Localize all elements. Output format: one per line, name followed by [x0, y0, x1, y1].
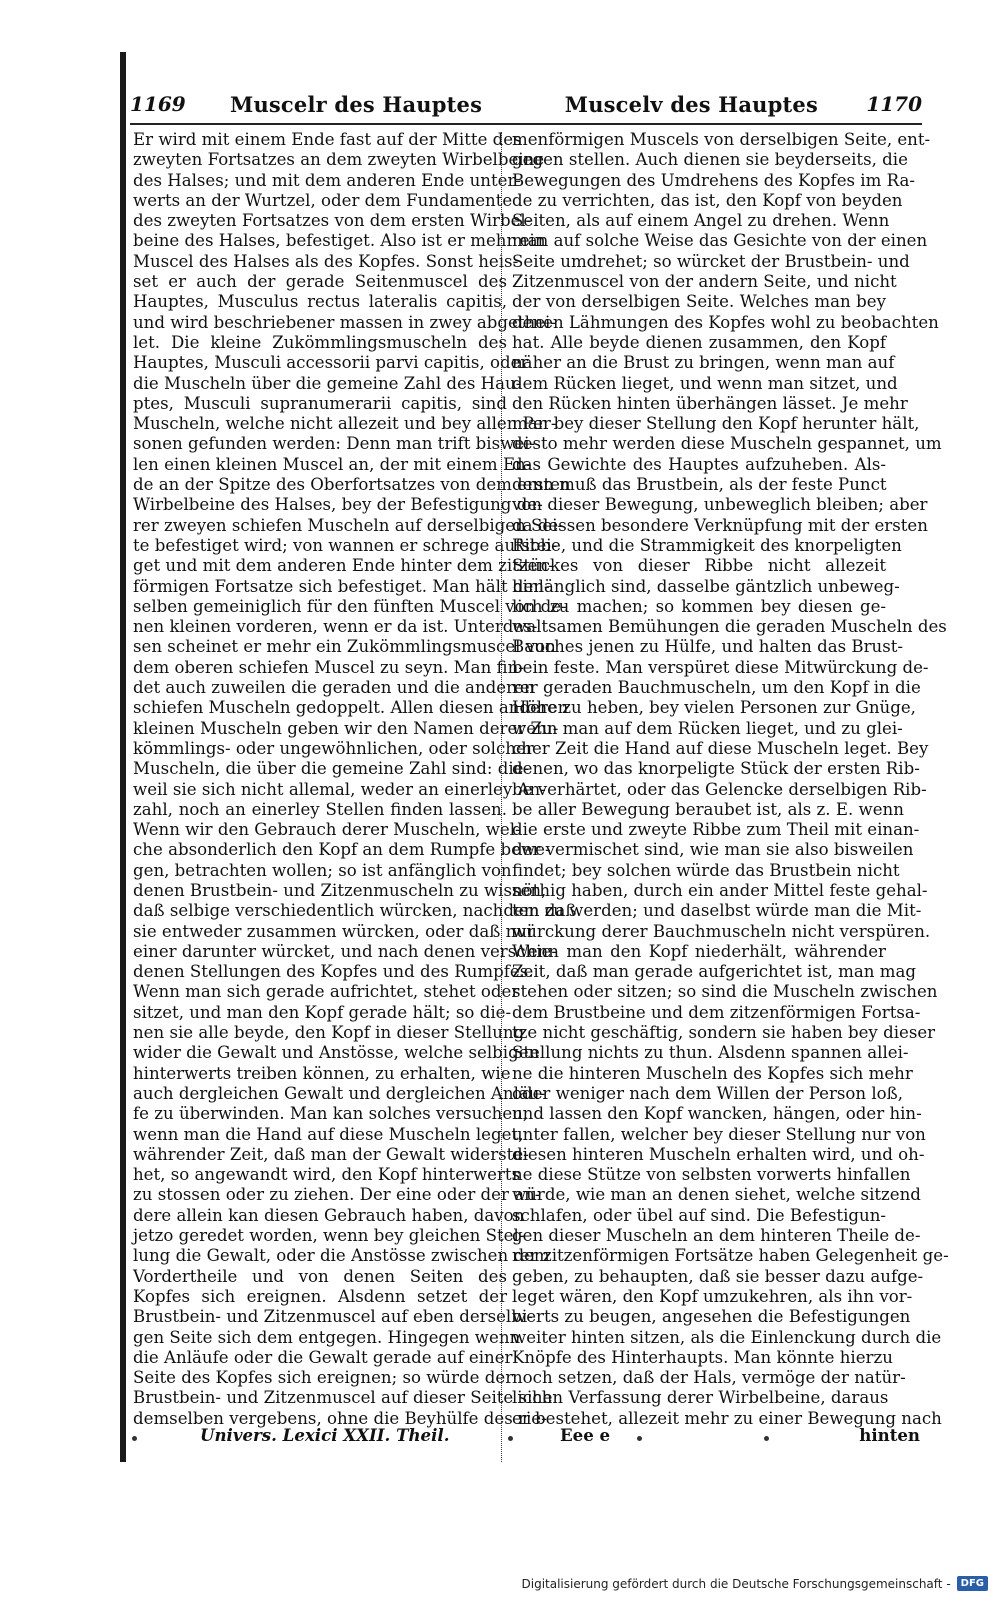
text-line: daß selbige verschiedentlich würcken, nachdem daß [133, 901, 577, 921]
text-line: wenn man auf dem Rücken lieget, und zu glei- [512, 718, 903, 738]
text-line: denen Brustbein- und Zitzenmuscheln zu wissen, [133, 880, 547, 900]
text-line: würckung derer Bauchmuscheln nicht verspüren. [512, 921, 931, 941]
text-line: kömmlings- oder ungewöhnlichen, oder solcher [133, 738, 534, 758]
text-line: be aller Bewegung beraubet ist, als z. E. wenn [512, 799, 904, 819]
text-line: würde, wie man an denen siehet, welche sitzend [512, 1185, 921, 1205]
text-line: gen Seite sich dem entgegen. Hingegen wenn [133, 1327, 521, 1347]
text-line: man auf solche Weise das Gesichte von der einen [512, 231, 928, 251]
text-line: gen, betrachten wollen; so ist anfänglich von [133, 860, 512, 880]
text-line: unter fallen, welcher bey dieser Stellung nur von [512, 1124, 926, 1144]
left-page-number: 1169 [130, 92, 186, 116]
right-running-title: Muscelv des Hauptes [564, 92, 818, 117]
text-line: Ribbe, und die Strammigkeit des knorpeligten [512, 535, 902, 555]
text-line: schlafen, oder übel auf sind. Die Befestigun- [512, 1205, 886, 1225]
text-line: lichen Verfassung derer Wirbelbeine, daraus [512, 1388, 889, 1408]
text-line: findet; bey solchen würde das Brustbein nicht [512, 860, 900, 880]
text-line: weil sie sich nicht allemal, weder an einerley An- [133, 779, 546, 799]
text-line: Bauches jenen zu Hülfe, und halten das Brust- [512, 637, 903, 657]
text-line: nöthig haben, durch ein ander Mittel feste gehal- [512, 880, 928, 900]
text-line: Wirbelbeine des Halses, bey der Befestigung de- [133, 495, 543, 515]
text-line: Stückes von dieser Ribbe nicht allezeit [512, 556, 886, 576]
text-line: de zu verrichten, das ist, den Kopf von beyden [512, 190, 903, 210]
text-line: dem oberen schiefen Muscel zu seyn. Man fin- [133, 657, 524, 677]
text-line: der vermischet sind, wie man sie also bisweilen [512, 840, 914, 860]
text-line: werts zu beugen, angesehen die Befestigungen [512, 1307, 911, 1327]
text-line: den Rücken hinten überhängen lässet. Je mehr [512, 393, 908, 413]
text-line: denen Lähmungen des Kopfes wohl zu beobachten [512, 312, 939, 332]
text-line: det auch zuweilen die geraden und die anderen [133, 678, 535, 698]
text-line: währender Zeit, daß man der Gewalt widerste- [133, 1144, 529, 1164]
text-line: hat. Alle beyde dienen zusammen, den Kopf [512, 332, 886, 352]
text-line: weiter hinten sitzen, als die Einlenckung durch die [512, 1327, 942, 1347]
text-line: Bewegungen des Umdrehens des Kopfes im Ra- [512, 170, 915, 190]
page-header [130, 92, 922, 126]
text-line: denen, wo das knorpeligte Stück der ersten Rib- [512, 759, 920, 779]
text-line: selben gemeiniglich für den fünften Muscel von de- [133, 596, 567, 616]
text-line: set er auch der gerade Seitenmuscel des [133, 272, 507, 292]
text-line: fe zu überwinden. Man kan solches versuchen, [133, 1104, 529, 1124]
text-line: Wenn man den Kopf niederhält, währender [512, 941, 886, 961]
text-line: ten zu werden; und daselbst würde man die Mit- [512, 901, 922, 921]
right-text-column [512, 130, 949, 1429]
text-line: tze nicht geschäftig, sondern sie haben bey dieser [512, 1023, 936, 1043]
ink-dot [637, 1436, 642, 1441]
text-line: schiefen Muscheln gedoppelt. Allen diesen anderen [133, 698, 569, 718]
text-line: stehen oder sitzen; so sind die Muscheln zwischen [512, 982, 938, 1002]
text-line: de an der Spitze des Oberfortsatzes von dem ersten [133, 475, 571, 495]
right-page-number: 1170 [866, 92, 922, 116]
text-line: be verhärtet, oder das Gelencke derselbigen Rib- [512, 779, 927, 799]
header-rule [130, 123, 922, 125]
text-line: und wird beschriebener massen in zwey abgethei- [133, 312, 556, 332]
text-line: rer zweyen schiefen Muscheln auf derselbigen Sei- [133, 515, 564, 535]
text-line: näher an die Brust zu bringen, wenn man auf [512, 353, 895, 373]
text-line: gegen stellen. Auch dienen sie beyderseits, die [512, 150, 908, 170]
text-line: die Muscheln über die gemeine Zahl des Hau- [133, 373, 522, 393]
text-line: Höhe zu heben, bey vielen Personen zur Gnüge, [512, 698, 916, 718]
text-line: ne diese Stütze von selbsten vorwerts hinfallen [512, 1165, 911, 1185]
text-line: Wenn wir den Gebrauch derer Muscheln, wel- [133, 820, 521, 840]
text-line: Kopfes sich ereignen. Alsdenn setzet der [133, 1286, 507, 1306]
text-line: desto mehr werden diese Muscheln gespannet, um [512, 434, 942, 454]
text-line: Muscheln, die über die gemeine Zahl sind: die- [133, 759, 530, 779]
text-line: gen dieser Muscheln an dem hinteren Theile de- [512, 1226, 921, 1246]
text-line: auch dergleichen Gewalt und dergleichen Anläu- [133, 1083, 546, 1103]
text-line: menförmigen Muscels von derselbigen Seite, ent- [512, 130, 931, 149]
text-line: lich zu machen; so kommen bey diesen ge- [512, 596, 886, 616]
ink-dot [764, 1436, 769, 1441]
text-line: Knöpfe des Hinterhaupts. Man könnte hierzu [512, 1347, 893, 1367]
text-line: Brustbein- und Zitzenmuscel auf dieser Seite sich [133, 1388, 553, 1408]
text-line: die Anläufe oder die Gewalt gerade auf einer [133, 1347, 513, 1367]
text-line: denn muß das Brustbein, als der feste Punct [512, 475, 887, 495]
catchword: hinten [859, 1425, 920, 1445]
text-line: oder weniger nach dem Willen der Person loß, [512, 1083, 904, 1103]
text-line: einer darunter würcket, und nach denen verschie- [133, 941, 557, 961]
text-line: bein feste. Man verspüret diese Mitwürckung de- [512, 657, 929, 677]
dfg-logo: DFG [957, 1576, 988, 1591]
text-line: und lassen den Kopf wancken, hängen, oder hin- [512, 1104, 922, 1124]
text-line: man bey dieser Stellung den Kopf herunter hält, [512, 414, 920, 434]
text-line: jetzo geredet worden, wenn bey gleichen Stel- [133, 1226, 525, 1246]
text-line: Seiten, als auf einem Angel zu drehen. Wenn [512, 211, 890, 231]
text-line: get und mit dem anderen Ende hinter dem zitzen- [133, 556, 554, 576]
text-line: dem Brustbeine und dem zitzenförmigen Fortsa- [512, 1002, 921, 1022]
text-line: er bestehet, allezeit mehr zu einer Bewegung nach [512, 1408, 942, 1428]
text-line: ne die hinteren Muscheln des Kopfes sich mehr [512, 1063, 913, 1083]
left-running-title: Muscelr des Hauptes [230, 92, 483, 117]
text-line: rer geraden Bauchmuscheln, um den Kopf in die [512, 678, 921, 698]
text-line: wenn man die Hand auf diese Muscheln leget, [133, 1124, 524, 1144]
text-line: nen kleinen vorderen, wenn er da ist. Unterdes- [133, 617, 538, 637]
text-line: Er wird mit einem Ende fast auf der Mitte des [133, 130, 522, 149]
text-line: Stellung nichts zu thun. Alsdenn spannen allei- [512, 1043, 909, 1063]
text-line: sen scheinet er mehr ein Zukömmlingsmuscel von [133, 637, 556, 657]
scan-binding-edge [120, 52, 126, 1462]
text-line: noch setzen, daß der Hals, vermöge der natür- [512, 1368, 906, 1388]
left-text-column [133, 130, 577, 1429]
text-line: da dessen besondere Verknüpfung mit der ersten [512, 515, 928, 535]
ink-dot [132, 1436, 137, 1441]
text-line: rer zitzenförmigen Fortsätze haben Gelegenheit ge- [512, 1246, 949, 1266]
text-line: dem Rücken lieget, und wenn man sitzet, und [512, 373, 898, 393]
text-line: dere allein kan diesen Gebrauch haben, davon [133, 1205, 525, 1225]
text-line: hinterwerts treiben können, zu erhalten, wie [133, 1063, 511, 1083]
text-line: Hauptes, Musculi accessorii parvi capitis, oder [133, 353, 529, 373]
text-line: het, so angewandt wird, den Kopf hinterwerts [133, 1165, 521, 1185]
text-line: Seite umdrehet; so würcket der Brustbein- und [512, 251, 910, 271]
text-line: zu stossen oder zu ziehen. Der eine oder der an- [133, 1185, 541, 1205]
text-line: len einen kleinen Muscel an, der mit einem En- [133, 454, 532, 474]
text-line: Hauptes, Musculus rectus lateralis capitis, [133, 292, 507, 312]
text-line: der von derselbigen Seite. Welches man bey [512, 292, 886, 312]
text-line: nen sie alle beyde, den Kopf in dieser Stellung [133, 1023, 525, 1043]
signature-mark: Eee e [560, 1425, 611, 1445]
ink-dot [508, 1436, 513, 1441]
text-line: von dieser Bewegung, unbeweglich bleiben; aber [512, 495, 928, 515]
text-line: demselben vergebens, ohne die Beyhülfe des rie- [133, 1408, 547, 1428]
text-line: Brustbein- und Zitzenmuscel auf eben derselbi- [133, 1307, 533, 1327]
text-line: lung die Gewalt, oder die Anstösse zwischen dem [133, 1246, 550, 1266]
text-line: hinlänglich sind, dasselbe gäntzlich unbeweg- [512, 576, 900, 596]
credit-text: Digitalisierung gefördert durch die Deutsche Forschungsgemeinschaft - [521, 1576, 951, 1591]
text-line: let. Die kleine Zukömmlingsmuscheln des [133, 332, 507, 352]
text-line: werts an der Wurtzel, oder dem Fundamente [133, 190, 513, 210]
text-line: zahl, noch an einerley Stellen finden lassen. [133, 799, 507, 819]
text-line: geben, zu behaupten, daß sie besser dazu aufge- [512, 1266, 924, 1286]
text-line: te befestiget wird; von wannen er schrege aufstei- [133, 535, 558, 555]
text-line: förmigen Fortsatze sich befestiget. Man hält den- [133, 576, 550, 596]
text-line: sie entweder zusammen würcken, oder daß nur [133, 921, 535, 941]
text-line: kleinen Muscheln geben wir den Namen derer Zu- [133, 718, 559, 738]
text-line: waltsamen Bemühungen die geraden Muscheln des [512, 617, 947, 637]
text-line: ptes, Musculi supranumerarii capitis, sind [133, 393, 507, 413]
text-line: Muscheln, welche nicht allezeit und bey allen Per- [133, 414, 557, 434]
text-line: denen Stellungen des Kopfes und des Rumpfes. [133, 962, 534, 982]
text-line: die erste und zweyte Ribbe zum Theil mit einan- [512, 820, 920, 840]
text-line: des zweyten Fortsatzes von dem ersten Wirbel- [133, 211, 532, 231]
text-line: sonen gefunden werden: Denn man trift biswei- [133, 434, 536, 454]
signature-line: Univers. Lexici XXII. Theil. [200, 1425, 450, 1445]
text-line: sitzet, und man den Kopf gerade hält; so die- [133, 1002, 512, 1022]
column-divider [501, 132, 502, 1462]
text-line: Zitzenmuscel von der andern Seite, und nicht [512, 272, 897, 292]
text-line: Vordertheile und von denen Seiten des [133, 1266, 507, 1286]
text-line: das Gewichte des Hauptes aufzuheben. Als- [512, 454, 886, 474]
text-line: Wenn man sich gerade aufrichtet, stehet oder [133, 982, 520, 1002]
text-line: Seite des Kopfes sich ereignen; so würde der [133, 1368, 514, 1388]
text-line: Muscel des Halses als des Kopfes. Sonst heis- [133, 251, 519, 271]
text-line: che absonderlich den Kopf an dem Rumpfe bewe- [133, 840, 551, 860]
text-line: leget wären, den Kopf umzukehren, als ihn vor- [512, 1286, 913, 1306]
text-line: wider die Gewalt und Anstösse, welche selbigen [133, 1043, 540, 1063]
text-line: des Halses; und mit dem anderen Ende unter- [133, 170, 521, 190]
text-line: Zeit, daß man gerade aufgerichtet ist, man mag [512, 962, 917, 982]
text-line: diesen hinteren Muscheln erhalten wird, und oh- [512, 1144, 925, 1164]
text-line: zweyten Fortsatzes an dem zweyten Wirbelbeine [133, 150, 545, 170]
digitization-credit [522, 1576, 989, 1591]
text-line: cher Zeit die Hand auf diese Muscheln leget. Bey [512, 738, 929, 758]
text-line: beine des Halses, befestiget. Also ist er mehr ein [133, 231, 546, 251]
